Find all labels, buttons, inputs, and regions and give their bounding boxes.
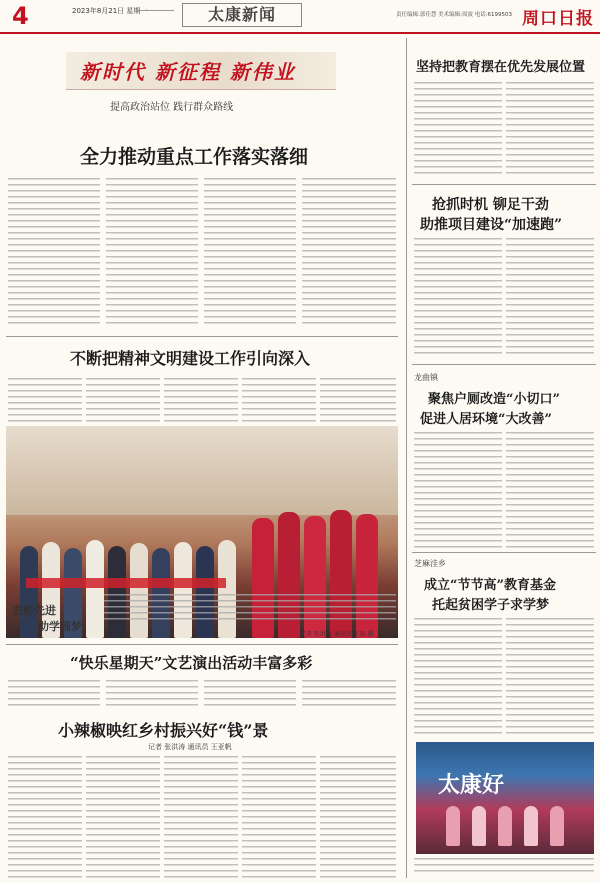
lead-article-col-1 [8,178,100,324]
photo-slogan-line-2: 助学圆梦 [38,620,82,633]
lead-article-col-2 [106,178,198,324]
divider [412,184,596,185]
culture-col-4 [302,680,396,710]
pepper-col-3 [164,756,238,878]
newspaper-logo: 周口日报 [522,9,594,29]
civilization-col-3 [164,378,238,422]
pepper-col-4 [242,756,316,878]
banner-subtitle: 提高政治站位 践行群众路线 [110,102,234,113]
person-figure [108,546,126,638]
right-headline-toilet-line-1: 聚焦户厕改造“小切口” [428,392,560,407]
photo-caption-text [104,594,396,620]
pepper-col-5 [320,756,396,878]
right-headline-toilet-line-2: 促进人居环境“大改善” [420,412,552,427]
editor-info: 责任编辑:郭佳慧 美术编辑:周波 电话:6199503 [396,12,513,18]
right-headline-project-line-2: 助推项目建设“加速跑” [420,217,563,233]
pepper-col-1 [8,756,82,878]
dancer-figure [550,806,564,846]
town-name-longqu: 龙曲镇 [414,373,438,382]
divider [412,552,596,553]
column-divider [406,38,407,878]
civilization-headline: 不断把精神文明建设工作引向深入 [70,349,311,368]
issue-date: 2023年8月21日 星期一 [72,7,148,15]
person-figure [252,518,274,638]
lead-article-col-4 [302,178,396,324]
dancer-figure [446,806,460,846]
divider [6,644,398,645]
education-col-1 [414,82,502,178]
civilization-col-1 [8,378,82,422]
right-headline-fund-line-2: 托起贫困学子求学梦 [432,598,550,613]
divider [412,364,596,365]
page-number: 4 [12,2,29,30]
award-sash [26,578,226,588]
right-headline-education: 坚持把教育摆在优先发展位置 [416,60,586,75]
toilet-col-2 [506,432,594,548]
person-figure [218,540,236,638]
culture-col-2 [106,680,198,710]
dancer-figure [472,806,486,846]
dancer-figure [498,806,512,846]
town-name-zhimawa: 芝麻洼乡 [414,559,446,568]
lead-headline: 全力推动重点工作落实落细 [80,146,309,168]
right-headline-fund-line-1: 成立“节节高”教育基金 [424,578,556,593]
pepper-col-2 [86,756,160,878]
lead-article-col-3 [204,178,296,324]
person-figure [196,546,214,638]
toilet-col-1 [414,432,502,548]
section-title: 太康新闻 [182,3,302,27]
civilization-col-2 [86,378,160,422]
right-headline-project-line-1: 抢抓时机 铆足干劲 [432,197,549,213]
dancer-figure [524,806,538,846]
stage-photo-caption [414,858,594,876]
project-col-1 [414,238,502,358]
person-figure [86,540,104,638]
photo-slogan-line-1: 表彰先进 [12,604,56,617]
fund-col-2 [506,618,594,736]
divider [6,336,398,337]
person-figure [130,543,148,638]
culture-col-1 [8,680,100,710]
page-header [0,0,600,34]
pepper-headline: 小辣椒映红乡村振兴好“钱”景 [58,721,269,740]
person-figure [152,548,170,638]
civilization-col-4 [242,378,316,422]
photo-credit: 记者 张洪涛 通讯员 王磊 摄 [300,631,374,638]
person-figure [20,546,38,638]
culture-col-3 [204,680,296,710]
culture-headline: “快乐星期天”文艺演出活动丰富多彩 [70,654,313,672]
theme-banner [66,52,336,90]
project-col-2 [506,238,594,358]
header-divider [138,10,174,11]
stage-performance-photo [416,742,594,854]
stage-banner-text: 太康好 [438,772,505,798]
pepper-byline: 记者 张洪涛 通讯员 王亚帆 [148,743,232,751]
education-col-2 [506,82,594,178]
banner-title: 新时代 新征程 新伟业 [80,60,296,84]
person-figure [174,542,192,638]
fund-col-1 [414,618,502,736]
civilization-col-5 [320,378,396,422]
